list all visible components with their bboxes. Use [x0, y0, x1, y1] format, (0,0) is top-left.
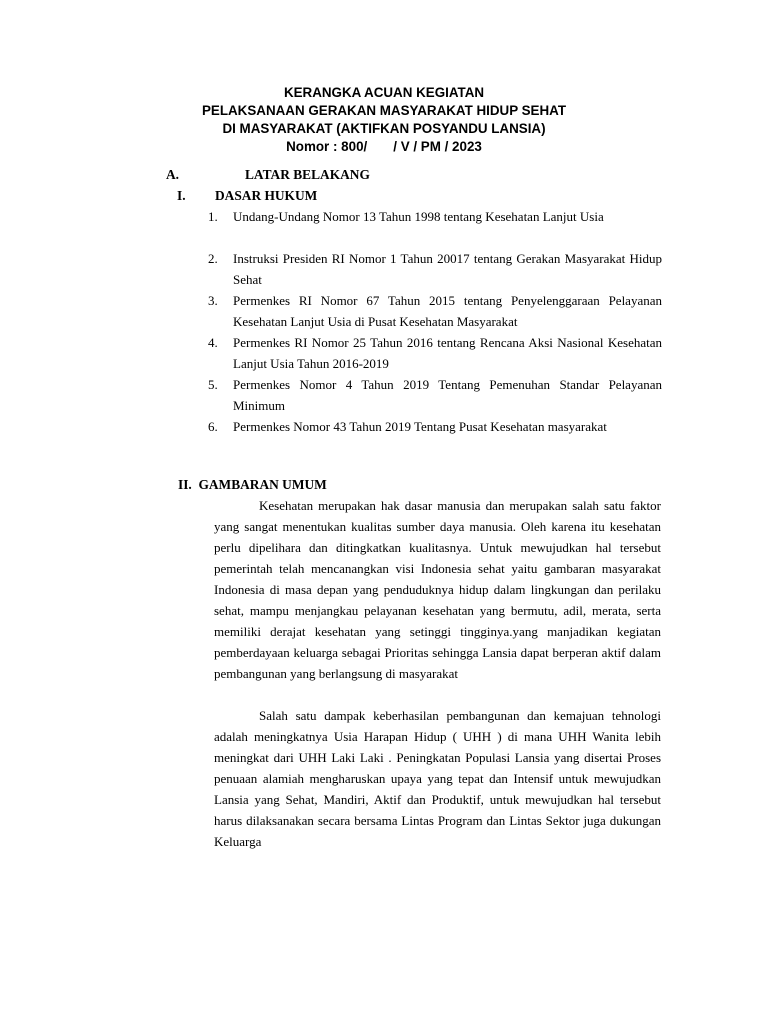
- list-item-5: [208, 374, 662, 416]
- list-item-2: [208, 248, 662, 290]
- section-a-marker: A.: [166, 167, 180, 182]
- paragraph-1: Kesehatan merupakan hak dasar manusia dan merupakan salah satu faktor yang sangat menentukan kualitas sumber daya manusia. Oleh karena itu kesehatan perlu dipelihara dan ditingkatkan kualitasnya. Untuk mewujudkan hal tersebut pemerintah telah mencanangkan visi Indonesia sehat yaitu gambaran masyarakat Indonesia di masa depan yang penduduknya hidup dalam lingkungan dan perilaku sehat, mampu menjangkau pelayanan kesehatan yang bermutu, adil, merata, serta memiliki derajat kesehatan yang setinggi tingginya.yang manjadikan kegiatan pemberdayaan keluarga sebagai Prioritas sehingga Lansia dapat berperan aktif dalam pembangunan yang berlangsung di masyarakat: [214, 498, 661, 681]
- doc-number: Nomor : 800/ / V / PM / 2023: [286, 139, 482, 154]
- list-text: Permenkes RI Nomor 25 Tahun 2016 tentang Rencana Aksi Nasional Kesehatan Lanjut Usia Tahun 2016-2019: [233, 335, 662, 371]
- doc-title-line-2: PELAKSANAAN GERAKAN MASYARAKAT HIDUP SEHAT: [201, 103, 567, 118]
- section-i-title: DASAR HUKUM: [215, 188, 318, 203]
- section-i-marker: I.: [177, 188, 186, 203]
- list-number: 1.: [208, 209, 218, 224]
- list-item-1: [208, 206, 662, 248]
- paragraph-2: Salah satu dampak keberhasilan pembangunan dan kemajuan tehnologi adalah meningkatnya Usia Harapan Hidup ( UHH ) di mana UHH Wanita lebih meningkat dari UHH Laki Laki . Peningkatan Populasi Lansia yang disertai Proses penuaan alamiah mengharuskan upaya yang tepat dan Intensif untuk mewujudkan Lansia yang Sehat, Mandiri, Aktif dan Produktif, untuk mewujudkan hal tersebut harus dilaksanakan secara bersama Lintas Program dan Lintas Sektor juga dukungan Keluarga: [214, 708, 661, 849]
- list-number: 2.: [208, 251, 218, 266]
- list-number: 3.: [208, 293, 218, 308]
- list-text: Undang-Undang Nomor 13 Tahun 1998 tentang Kesehatan Lanjut Usia: [233, 209, 604, 224]
- list-text: Permenkes RI Nomor 67 Tahun 2015 tentang Penyelenggaraan Pelayanan Kesehatan Lanjut Usia di Pusat Kesehatan Masyarakat: [233, 293, 662, 329]
- list-number: 5.: [208, 377, 218, 392]
- list-text: Permenkes Nomor 43 Tahun 2019 Tentang Pusat Kesehatan masyarakat: [233, 419, 607, 434]
- list-item-4: [208, 332, 662, 374]
- list-text: Instruksi Presiden RI Nomor 1 Tahun 20017 tentang Gerakan Masyarakat Hidup Sehat: [233, 251, 662, 287]
- section-a-title: LATAR BELAKANG: [245, 167, 370, 182]
- doc-title-line-1: KERANGKA ACUAN KEGIATAN: [283, 85, 485, 100]
- list-number: 4.: [208, 335, 218, 350]
- list-text: Permenkes Nomor 4 Tahun 2019 Tentang Pemenuhan Standar Pelayanan Minimum: [233, 377, 662, 413]
- list-item-6: [208, 416, 662, 458]
- list-item-3: [208, 290, 662, 332]
- doc-title-line-3: DI MASYARAKAT (AKTIFKAN POSYANDU LANSIA): [222, 121, 546, 136]
- list-number: 6.: [208, 419, 218, 434]
- section-ii-title: II. GAMBARAN UMUM: [178, 477, 327, 492]
